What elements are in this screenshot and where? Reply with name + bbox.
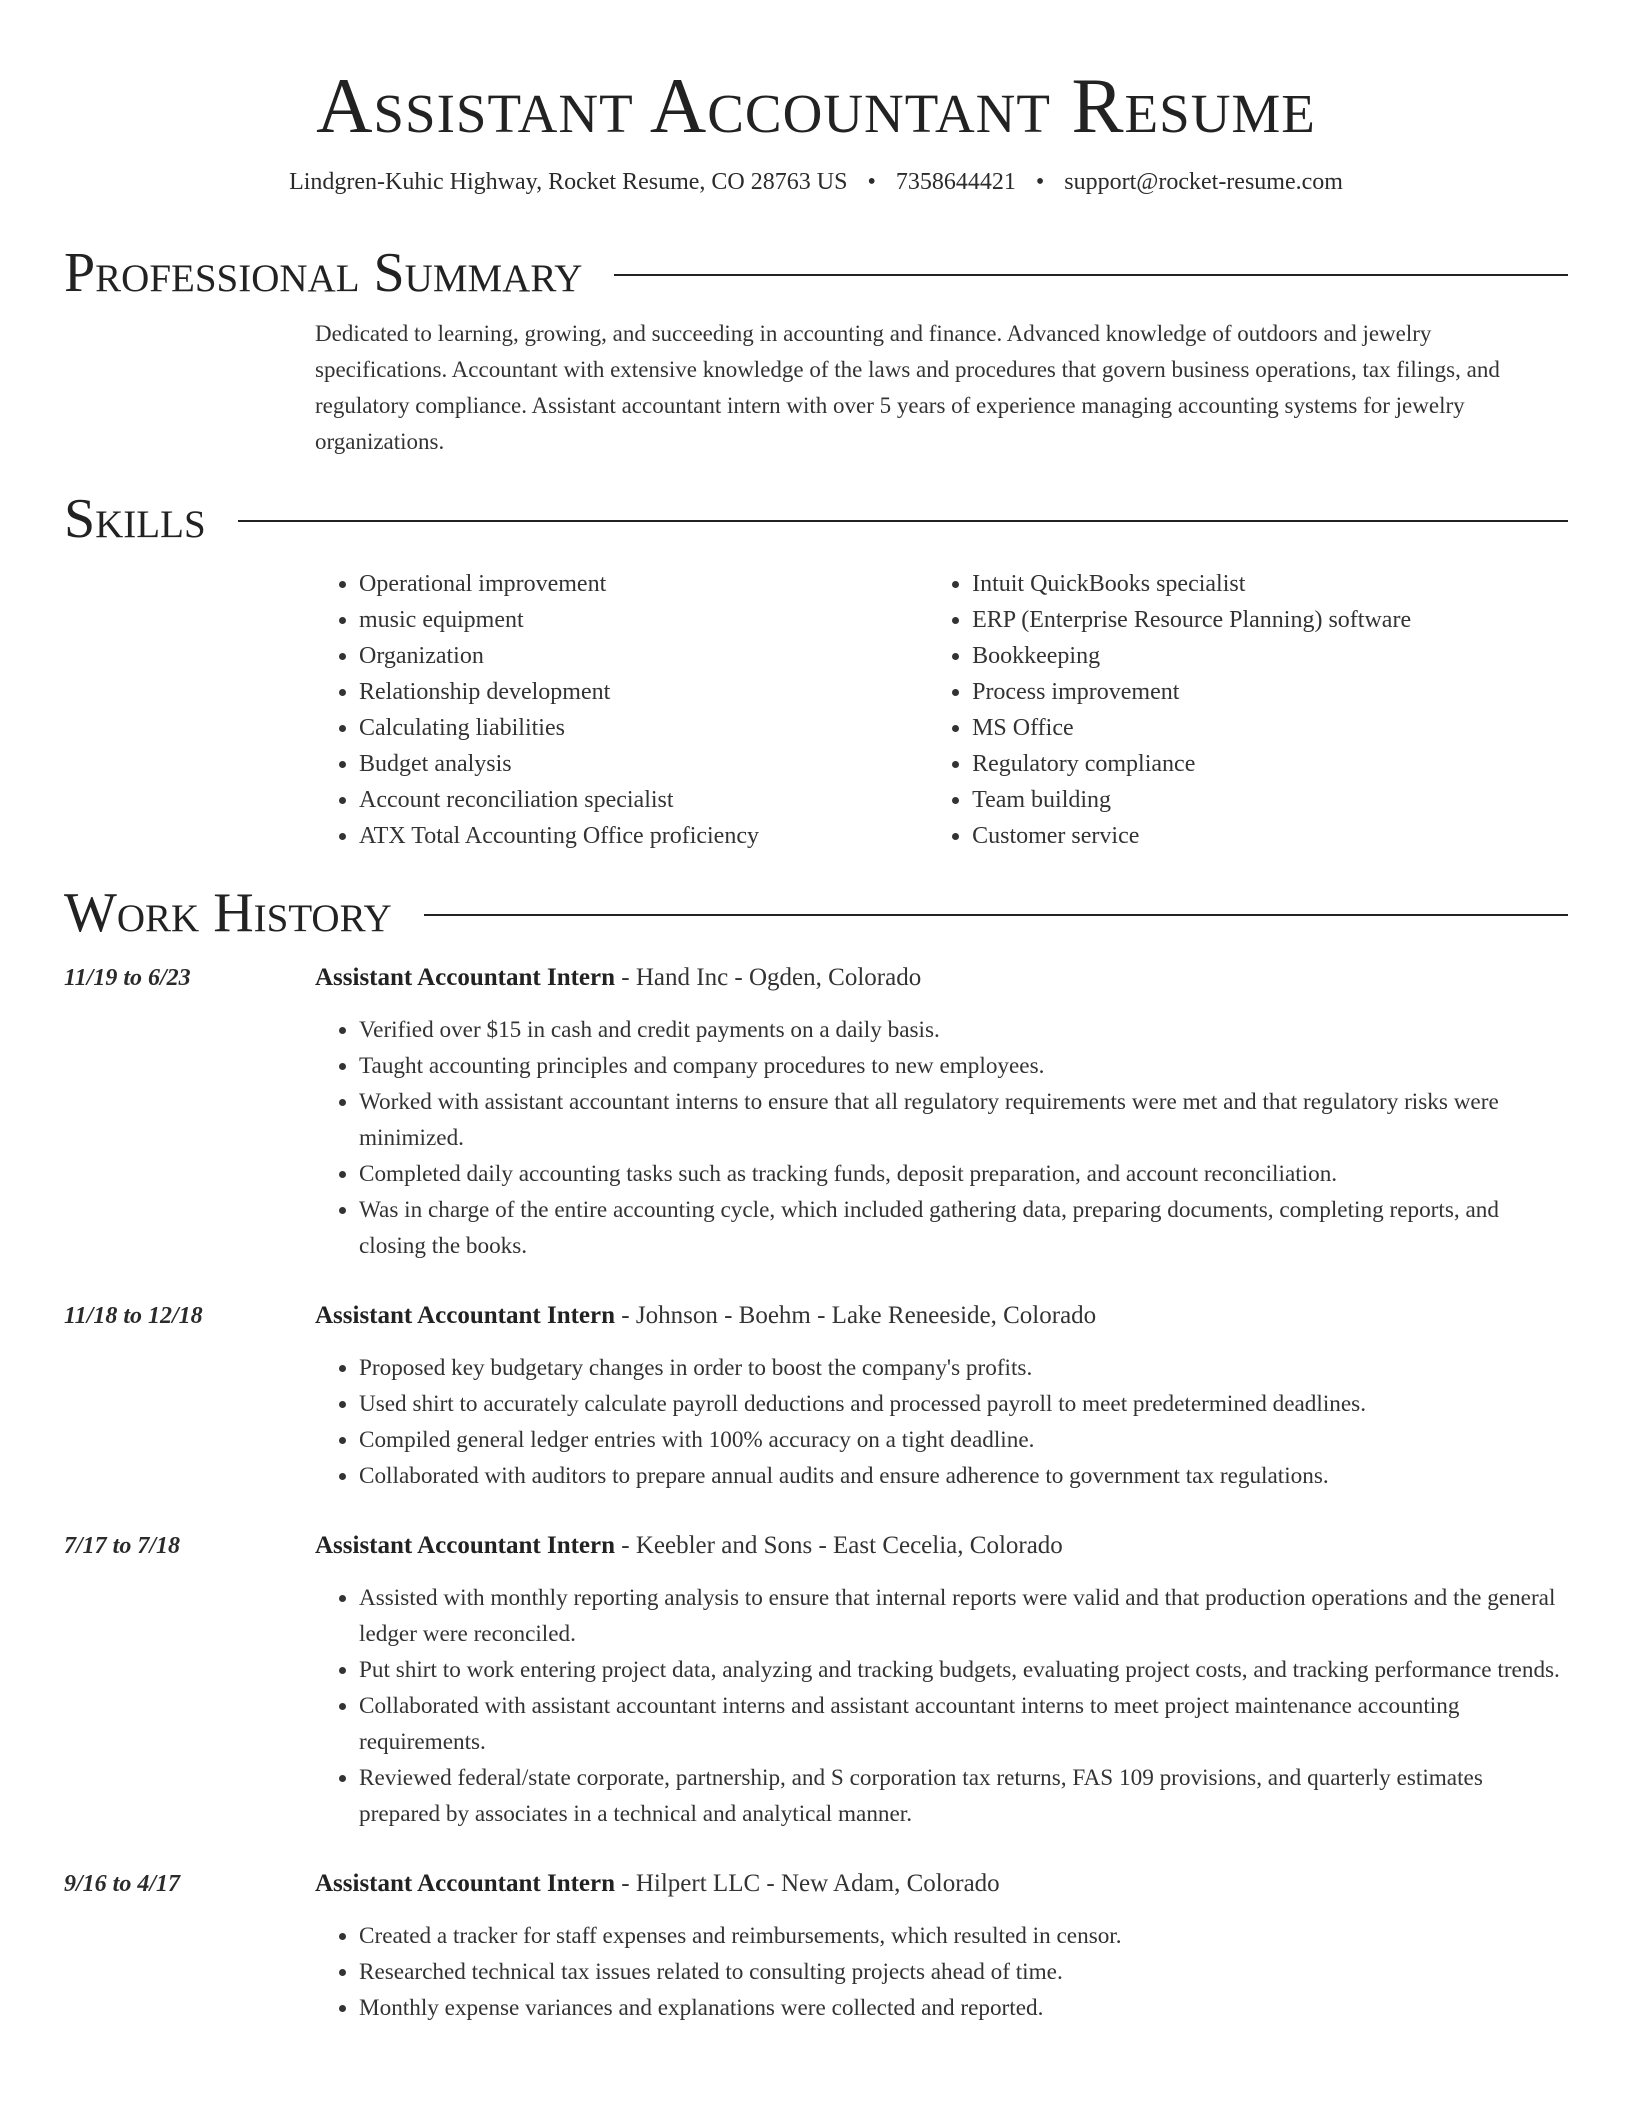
skill-item: • Regulatory compliance: [972, 746, 1568, 782]
job-bullets: [315, 1580, 1568, 1832]
skill-item: • Budget analysis: [359, 746, 928, 782]
job-title: Assistant Accountant Intern: [315, 1870, 616, 1897]
section-divider: [238, 520, 1568, 522]
skill-item: • ATX Total Accounting Office proficiency: [359, 818, 928, 854]
job-bullet: • Used shirt to accurately calculate payroll deductions and processed payroll to meet predetermined deadlines.: [359, 1386, 1568, 1422]
job-bullet: • Created a tracker for staff expenses and reimbursements, which resulted in censor.: [359, 1918, 1568, 1954]
skill-item: • Organization: [359, 638, 928, 674]
job-employer: - Hilpert LLC - New Adam, Colorado: [615, 1870, 1000, 1897]
contact-separator: •: [1035, 169, 1045, 195]
skills-list: [315, 566, 1568, 854]
job-title: Assistant Accountant Intern: [315, 964, 616, 991]
job-bullet: • Collaborated with auditors to prepare annual audits and ensure adherence to government tax regulations.: [359, 1458, 1568, 1494]
work-heading: Work History: [64, 882, 392, 944]
job-heading: [315, 960, 1568, 996]
skill-item: • Relationship development: [359, 674, 928, 710]
job-bullet: • Taught accounting principles and company procedures to new employees.: [359, 1048, 1568, 1084]
job-bullet: • Monthly expense variances and explanations were collected and reported.: [359, 1990, 1568, 2026]
skills-section-header: [64, 486, 1568, 552]
skills-heading: Skills: [64, 488, 206, 550]
section-divider: [424, 914, 1568, 916]
job-bullets: [315, 1918, 1568, 2026]
resume-page: [64, 0, 1568, 2026]
job-bullet: • Worked with assistant accountant interns to ensure that all regulatory requirements were met and that regulatory risks were minimized.: [359, 1084, 1568, 1156]
section-divider: [614, 274, 1568, 276]
job-heading: [315, 1298, 1568, 1334]
work-section-header: [64, 880, 1568, 946]
job-entry: [64, 1298, 1568, 1494]
job-bullet: • Put shirt to work entering project data, analyzing and tracking budgets, evaluating project costs, and tracking performance trends.: [359, 1652, 1568, 1688]
skill-item: • Bookkeeping: [972, 638, 1568, 674]
job-bullet: • Reviewed federal/state corporate, partnership, and S corporation tax returns, FAS 109 provisions, and quarterly estimates prepared by associates in a technical and analytical manner.: [359, 1760, 1568, 1832]
contact-address: Lindgren-Kuhic Highway, Rocket Resume, CO 28763 US: [289, 169, 848, 195]
summary-heading: Professional Summary: [64, 242, 583, 304]
job-bullet: • Completed daily accounting tasks such as tracking funds, deposit preparation, and account reconciliation.: [359, 1156, 1568, 1192]
skill-item: • MS Office: [972, 710, 1568, 746]
skills-column-1: [315, 566, 928, 854]
skill-item: • Process improvement: [972, 674, 1568, 710]
skill-item: • Customer service: [972, 818, 1568, 854]
skills-column-2: [928, 566, 1568, 854]
skill-item: • Account reconciliation specialist: [359, 782, 928, 818]
job-bullet: • Collaborated with assistant accountant interns and assistant accountant interns to meet project maintenance accounting requirements.: [359, 1688, 1568, 1760]
skill-item: • Intuit QuickBooks specialist: [972, 566, 1568, 602]
job-bullet: • Was in charge of the entire accounting cycle, which included gathering data, preparing documents, completing reports, and closing the books.: [359, 1192, 1568, 1264]
job-dates: 11/19 to 6/23: [64, 965, 191, 991]
contact-line: [64, 166, 1568, 198]
job-heading: [315, 1866, 1568, 1902]
job-title: Assistant Accountant Intern: [315, 1302, 616, 1329]
job-dates: 7/17 to 7/18: [64, 1533, 181, 1559]
skill-item: • music equipment: [359, 602, 928, 638]
job-heading: [315, 1528, 1568, 1564]
job-bullets: [315, 1350, 1568, 1494]
job-bullet: • Assisted with monthly reporting analysis to ensure that internal reports were valid and that production operations and the general ledger were reconciled.: [359, 1580, 1568, 1652]
summary-text: Dedicated to learning, growing, and succeeding in accounting and finance. Advanced knowledge of outdoors and jewelry specifications. Accountant with extensive knowledge of the laws and procedures that govern business operations, tax filings, and regulatory compliance. Assistant accountant intern with over 5 years of experience managing accounting systems for jewelry organizations.: [315, 321, 1500, 454]
skill-item: • Operational improvement: [359, 566, 928, 602]
job-dates: 9/16 to 4/17: [64, 1871, 181, 1897]
job-dates: 11/18 to 12/18: [64, 1303, 203, 1329]
job-bullet: • Verified over $15 in cash and credit payments on a daily basis.: [359, 1012, 1568, 1048]
skill-item: • Team building: [972, 782, 1568, 818]
job-bullet: • Proposed key budgetary changes in order to boost the company's profits.: [359, 1350, 1568, 1386]
contact-email: support@rocket-resume.com: [1064, 169, 1343, 195]
summary-section-header: [64, 240, 1568, 306]
contact-separator: •: [867, 169, 876, 195]
job-employer: - Hand Inc - Ogden, Colorado: [615, 964, 922, 991]
job-bullets: [315, 1012, 1568, 1264]
job-entry: [64, 1528, 1568, 1832]
contact-phone: 7358644421: [895, 169, 1016, 195]
skill-item: • Calculating liabilities: [359, 710, 928, 746]
job-title: Assistant Accountant Intern: [315, 1532, 616, 1559]
job-entry: [64, 1866, 1568, 2026]
job-employer: - Johnson - Boehm - Lake Reneeside, Colorado: [615, 1302, 1097, 1329]
resume-title: Assistant Accountant Resume: [316, 62, 1316, 149]
job-employer: - Keebler and Sons - East Cecelia, Colorado: [615, 1532, 1063, 1559]
job-bullet: • Researched technical tax issues related to consulting projects ahead of time.: [359, 1954, 1568, 1990]
job-bullet: • Compiled general ledger entries with 100% accuracy on a tight deadline.: [359, 1422, 1568, 1458]
job-entry: [64, 960, 1568, 1264]
skill-item: • ERP (Enterprise Resource Planning) software: [972, 602, 1568, 638]
